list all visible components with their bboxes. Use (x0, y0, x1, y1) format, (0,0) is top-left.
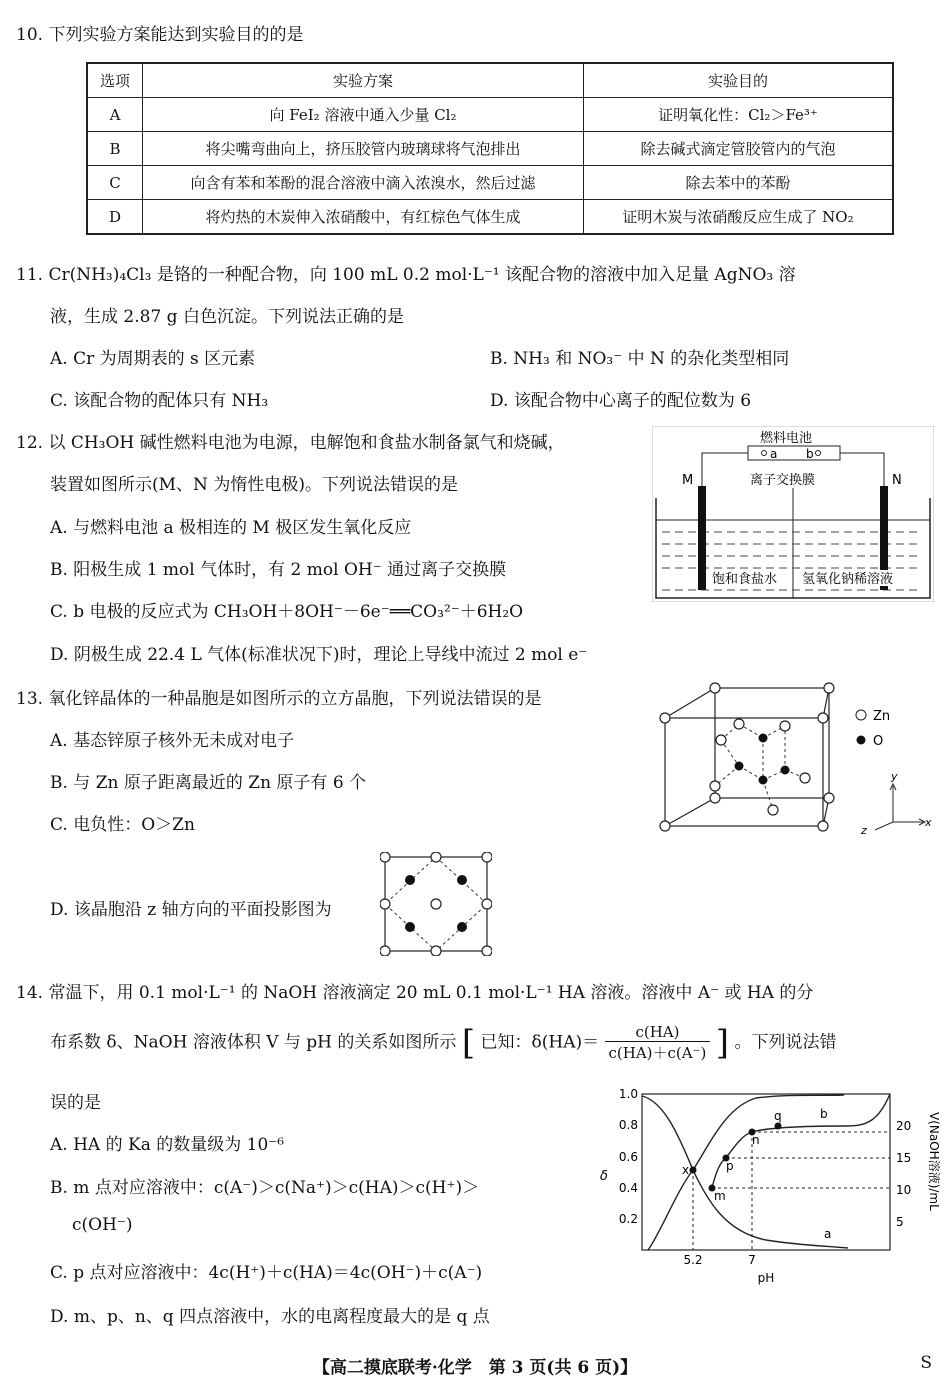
table-row (87, 200, 893, 235)
zn-legend-icon (856, 710, 866, 720)
y-axis-label: y (891, 770, 898, 783)
q14-given: 已知：δ(HA)＝ (480, 1032, 600, 1053)
q12-option-a: A. 与燃料电池 a 极相连的 M 极区发生氧化反应 (50, 518, 412, 538)
table-header-row (87, 63, 893, 98)
curve-b (712, 1094, 890, 1188)
titration-chart (596, 1082, 941, 1292)
point-label-x: x (682, 1163, 690, 1177)
q11-stem-line2: 液，生成 2.87 g 白色沉淀。下列说法正确的是 (50, 307, 404, 327)
left-solution-label: 饱和食盐水 (712, 572, 778, 587)
q14-option-c: C. p 点对应溶液中：4c(H⁺)＋c(HA)＝4c(OH⁻)＋c(A⁻) (50, 1263, 483, 1283)
row-plan: 向 FeI₂ 溶液中通入少量 Cl₂ (143, 98, 584, 132)
electrode-n-label: N (892, 473, 902, 488)
q11-option-a: A. Cr 为周期表的 s 区元素 (50, 349, 256, 369)
point-label-p: p (726, 1159, 734, 1173)
q14-fraction (605, 1023, 711, 1063)
o-atoms (735, 734, 790, 785)
electrolysis-cell-figure (652, 426, 934, 602)
right-axis-ticks (896, 1119, 911, 1229)
plot-frame (642, 1094, 890, 1250)
footer-mark: S (920, 1353, 932, 1373)
electrode-m (698, 486, 706, 590)
axes-glyph (875, 784, 925, 830)
point-label-m: m (714, 1189, 726, 1203)
z-axis-label: z (861, 824, 867, 837)
cube-edges (665, 688, 829, 826)
zno-unit-cell-figure (655, 682, 935, 837)
row-plan: 将尖嘴弯曲向上，挤压胶管内玻璃球将气泡排出 (143, 132, 584, 166)
table-row (87, 166, 893, 200)
q14-option-d: D. m、p、n、q 四点溶液中，水的电离程度最大的是 q 点 (50, 1307, 490, 1327)
row-goal: 除去碱式滴定管胶管内的气泡 (584, 132, 894, 166)
row-goal: 证明氧化性：Cl₂＞Fe³⁺ (584, 98, 894, 132)
q14-stem-line2: 布系数 δ、NaOH 溶液体积 V 与 pH 的关系如图所示 [ 已知：δ(HA)＝ $\frac{c(HA)}{c(HA)+c(A^-)}$ ] 。下列说法错 (50, 1023, 837, 1063)
tick-label: 5.2 (683, 1253, 703, 1267)
x-axis-label: x (925, 816, 932, 829)
right-axis-label: V(NaOH溶液)/mL (927, 1112, 941, 1211)
q12-option-d: D. 阴极生成 22.4 L 气体(标准状况下)时，理论上导线中流过 2 mol e⁻ (50, 645, 588, 665)
row-option: A (87, 98, 143, 132)
point-label-q: q (774, 1109, 782, 1123)
page-footer: 【高二摸底联考·化学 第 3 页(共 6 页)】 (312, 1358, 638, 1378)
q13-option-c: C. 电负性：O＞Zn (50, 815, 195, 835)
q14-option-b-line2: c(OH⁻) (72, 1215, 133, 1235)
q12-stem-line2: 装置如图所示(M、N 为惰性电极)。下列说法错误的是 (50, 475, 458, 495)
electrode-b-label: b (806, 447, 814, 461)
q14-stem-line1: 14. 常温下，用 0.1 mol·L⁻¹ 的 NaOH 溶液滴定 20 mL 0.1 mol·L⁻¹ HA 溶液。溶液中 A⁻ 或 HA 的分 (16, 983, 814, 1003)
o-legend-icon (857, 736, 866, 745)
q14-stem-end: 。下列说法错 (734, 1032, 837, 1053)
q13-stem: 13. 氧化锌晶体的一种晶胞是如图所示的立方晶胞，下列说法错误的是 (16, 689, 542, 709)
zn-legend-label: Zn (873, 709, 891, 724)
tick-label: 0.2 (618, 1212, 638, 1226)
tick-label: 15 (896, 1151, 912, 1165)
q11-stem-line1: 11. Cr(NH₃)₄Cl₃ 是铬的一种配合物，向 100 mL 0.2 mol·L⁻¹ 该配合物的溶液中加入足量 AgNO₃ 溶 (16, 265, 796, 285)
tick-label: 10 (896, 1183, 912, 1197)
curve-a (642, 1096, 848, 1248)
row-option: D (87, 200, 143, 235)
header-goal: 实验目的 (584, 63, 894, 98)
series-label-b: b (820, 1107, 828, 1121)
header-option: 选项 (87, 63, 143, 98)
point-labels (682, 1109, 782, 1203)
header-plan: 实验方案 (143, 63, 584, 98)
row-option: C (87, 166, 143, 200)
q13-option-b: B. 与 Zn 原子距离最近的 Zn 原子有 6 个 (50, 773, 367, 793)
o-legend-label: O (873, 734, 884, 749)
right-solution-label: 氢氧化钠稀溶液 (802, 572, 894, 587)
q12-option-c: C. b 电极的反应式为 CH₃OH＋8OH⁻－6e⁻══CO₃²⁻＋6H₂O (50, 602, 524, 622)
row-option: B (87, 132, 143, 166)
q11-option-d: D. 该配合物中心离子的配位数为 6 (490, 391, 752, 411)
q14-option-b-line1: B. m 点对应溶液中：c(A⁻)＞c(Na⁺)＞c(HA)＞c(H⁺)＞ (50, 1178, 480, 1198)
row-goal: 证明木炭与浓硝酸反应生成了 NO₂ (584, 200, 894, 235)
tick-label: 0.8 (618, 1118, 638, 1132)
q14-stem-text: 布系数 δ、NaOH 溶液体积 V 与 pH 的关系如图所示 (50, 1032, 457, 1053)
row-plan: 将灼热的木炭伸入浓硝酸中，有红棕色气体生成 (143, 200, 584, 235)
left-axis-label: δ (600, 1169, 608, 1184)
projection-figure (380, 852, 492, 956)
chart-points (690, 1123, 782, 1192)
tick-label: 0.6 (618, 1150, 638, 1164)
point-label-n: n (752, 1133, 760, 1147)
tick-label: 7 (748, 1253, 756, 1267)
q14-option-a: A. HA 的 Ka 的数量级为 10⁻⁶ (50, 1135, 285, 1155)
q11-option-c: C. 该配合物的配体只有 NH₃ (50, 391, 269, 411)
left-axis-ticks (619, 1087, 638, 1226)
tick-label: 20 (896, 1119, 912, 1133)
q11-option-b: B. NH₃ 和 NO₃⁻ 中 N 的杂化类型相同 (490, 349, 790, 369)
q10-table (86, 62, 894, 235)
membrane-label: 离子交换膜 (750, 473, 816, 488)
electrode-m-label: M (682, 473, 694, 488)
battery-label: 燃料电池 (760, 431, 813, 446)
q10-stem: 10. 下列实验方案能达到实验目的的是 (16, 25, 304, 45)
tick-label: 1.0 (618, 1087, 638, 1101)
q12-option-b: B. 阳极生成 1 mol 气体时，有 2 mol OH⁻ 通过离子交换膜 (50, 560, 507, 580)
x-axis-label: pH (757, 1271, 775, 1285)
table-row (87, 98, 893, 132)
q13-option-a: A. 基态锌原子核外无未成对电子 (50, 731, 295, 751)
q13-option-d: D. 该晶胞沿 z 轴方向的平面投影图为 (50, 900, 332, 920)
point-q (775, 1123, 782, 1130)
point-x (690, 1167, 697, 1174)
fraction-denominator: c(HA)＋c(A⁻) (608, 1044, 707, 1062)
tick-label: 0.4 (618, 1181, 638, 1195)
fraction-numerator: c(HA) (605, 1023, 711, 1042)
row-goal: 除去苯中的苯酚 (584, 166, 894, 200)
tick-label: 5 (896, 1215, 904, 1229)
table-row (87, 132, 893, 166)
x-axis-ticks (683, 1253, 755, 1267)
electrode-a-label: a (770, 447, 778, 461)
series-label-a: a (824, 1227, 832, 1241)
q14-stem-line3: 误的是 (50, 1093, 101, 1113)
curve-delta-a (648, 1095, 844, 1250)
q12-stem-line1: 12. 以 CH₃OH 碱性燃料电池为电源，电解饱和食盐水制备氯气和烧碱， (16, 433, 565, 453)
row-plan: 向含有苯和苯酚的混合溶液中滴入浓溴水，然后过滤 (143, 166, 584, 200)
